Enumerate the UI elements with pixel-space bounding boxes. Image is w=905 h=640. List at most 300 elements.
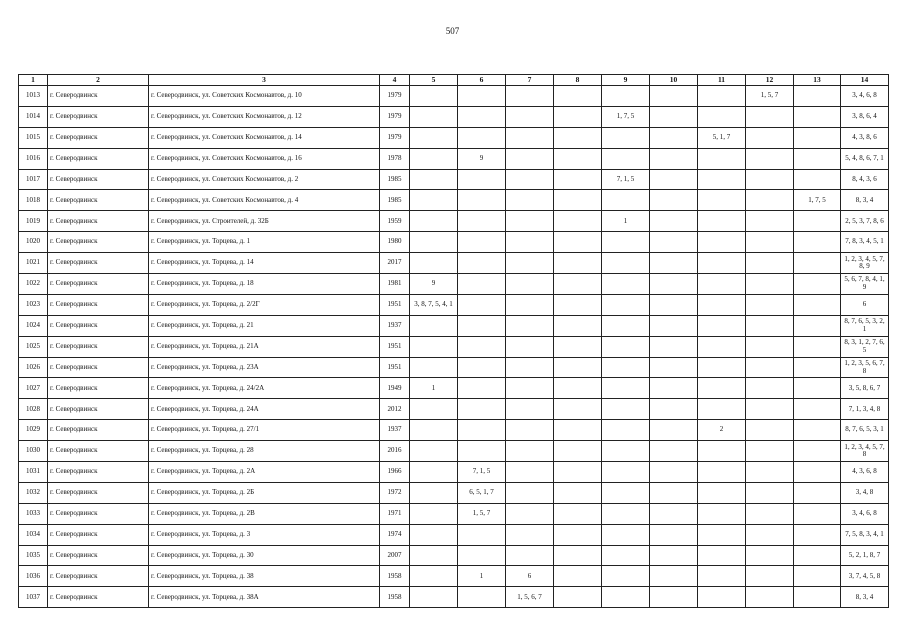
table-cell [746, 253, 794, 274]
table-cell: 6 [841, 294, 889, 315]
table-cell: г. Северодвинск [48, 148, 149, 169]
table-cell: 1951 [380, 294, 410, 315]
table-cell [554, 294, 602, 315]
table-row [19, 503, 889, 524]
table-cell [554, 503, 602, 524]
table-cell: 7, 5, 8, 3, 4, 1 [841, 524, 889, 545]
table-cell [458, 86, 506, 107]
table-cell: 3, 8, 7, 5, 4, 1 [410, 294, 458, 315]
table-cell: г. Северодвинск, ул. Торцева, д. 18 [149, 274, 380, 295]
table-cell [698, 587, 746, 608]
table-cell: г. Северодвинск, ул. Торцева, д. 3 [149, 524, 380, 545]
table-cell [650, 587, 698, 608]
table-cell [410, 315, 458, 336]
table-cell: 1028 [19, 399, 48, 420]
table-cell [794, 399, 841, 420]
page-number: 507 [445, 26, 460, 36]
table-cell [794, 315, 841, 336]
table-cell [506, 253, 554, 274]
table-cell [650, 566, 698, 587]
table-cell [698, 232, 746, 253]
table-cell: г. Северодвинск, ул. Торцева, д. 14 [149, 253, 380, 274]
table-row [19, 169, 889, 190]
table-cell [650, 420, 698, 441]
table-cell [410, 399, 458, 420]
table-cell: г. Северодвинск, ул. Строителей, д. 32Б [149, 211, 380, 232]
table-cell: 1019 [19, 211, 48, 232]
table-cell: 1037 [19, 587, 48, 608]
table-row [19, 294, 889, 315]
table-cell: 1959 [380, 211, 410, 232]
table-cell: г. Северодвинск, ул. Торцева, д. 24А [149, 399, 380, 420]
table-cell [554, 148, 602, 169]
table-cell [746, 190, 794, 211]
table-cell [410, 441, 458, 462]
table-cell [410, 127, 458, 148]
table-cell [554, 545, 602, 566]
table-cell [506, 211, 554, 232]
table-cell [746, 587, 794, 608]
table-cell [554, 127, 602, 148]
table-cell: 7, 8, 3, 4, 5, 1 [841, 232, 889, 253]
table-cell [650, 86, 698, 107]
table-cell [602, 190, 650, 211]
table-cell [698, 253, 746, 274]
table-cell: г. Северодвинск, ул. Советских Космонавтов, д. 10 [149, 86, 380, 107]
table-cell [602, 86, 650, 107]
table-cell [506, 545, 554, 566]
table-cell [458, 253, 506, 274]
table-cell: г. Северодвинск [48, 587, 149, 608]
table-cell: 1026 [19, 357, 48, 378]
table-cell [746, 357, 794, 378]
table-cell [602, 503, 650, 524]
table-cell [410, 253, 458, 274]
table-cell: 2, 5, 3, 7, 8, 6 [841, 211, 889, 232]
table-cell [650, 169, 698, 190]
table-row [19, 441, 889, 462]
table-cell: 1024 [19, 315, 48, 336]
table-cell: 1949 [380, 378, 410, 399]
table-cell [746, 232, 794, 253]
table-cell [554, 357, 602, 378]
table-cell [410, 482, 458, 503]
table-cell [602, 294, 650, 315]
table-cell [458, 524, 506, 545]
table-cell: г. Северодвинск [48, 420, 149, 441]
table-cell [794, 420, 841, 441]
column-header: 7 [506, 75, 554, 86]
table-cell: г. Северодвинск [48, 190, 149, 211]
table-cell [410, 357, 458, 378]
table-cell: г. Северодвинск, ул. Торцева, д. 2Б [149, 482, 380, 503]
table-cell: 1958 [380, 587, 410, 608]
table-cell [650, 357, 698, 378]
table-cell [698, 566, 746, 587]
table-cell [650, 441, 698, 462]
table-cell [506, 294, 554, 315]
table-cell [794, 482, 841, 503]
table-row [19, 420, 889, 441]
table-cell [650, 315, 698, 336]
table-cell [506, 106, 554, 127]
table-row [19, 399, 889, 420]
table-cell [410, 232, 458, 253]
column-header: 10 [650, 75, 698, 86]
table-cell: г. Северодвинск [48, 441, 149, 462]
table-cell: г. Северодвинск [48, 253, 149, 274]
table-cell [506, 274, 554, 295]
table-cell: г. Северодвинск [48, 545, 149, 566]
table-cell: г. Северодвинск, ул. Торцева, д. 2В [149, 503, 380, 524]
table-cell [746, 274, 794, 295]
table-cell: г. Северодвинск [48, 274, 149, 295]
table-cell [602, 441, 650, 462]
table-cell [506, 462, 554, 483]
table-cell [746, 294, 794, 315]
table-cell: 1, 5, 7 [458, 503, 506, 524]
table-cell: г. Северодвинск, ул. Торцева, д. 24/2А [149, 378, 380, 399]
table-row [19, 336, 889, 357]
table-cell: 1018 [19, 190, 48, 211]
table-cell [410, 106, 458, 127]
table-cell [602, 127, 650, 148]
table-cell [650, 503, 698, 524]
table-cell [458, 294, 506, 315]
table-cell [602, 148, 650, 169]
table-cell: г. Северодвинск [48, 106, 149, 127]
table-cell: 3, 4, 6, 8 [841, 503, 889, 524]
table-row [19, 253, 889, 274]
table-cell [794, 545, 841, 566]
table-cell [458, 420, 506, 441]
table-cell [602, 378, 650, 399]
table-cell: г. Северодвинск [48, 127, 149, 148]
table-cell: 1021 [19, 253, 48, 274]
table-cell: 1036 [19, 566, 48, 587]
table-cell [458, 336, 506, 357]
table-cell [554, 587, 602, 608]
table-cell: 5, 1, 7 [698, 127, 746, 148]
table-cell [458, 127, 506, 148]
table-cell [410, 148, 458, 169]
table-cell: 5, 4, 8, 6, 7, 1 [841, 148, 889, 169]
table-cell: 1985 [380, 190, 410, 211]
table-cell: 5, 6, 7, 8, 4, 1, 9 [841, 274, 889, 295]
table-cell [506, 148, 554, 169]
table-cell [506, 315, 554, 336]
table-cell [554, 274, 602, 295]
table-cell [650, 253, 698, 274]
table-cell: г. Северодвинск [48, 524, 149, 545]
table-cell [794, 503, 841, 524]
table-cell [602, 482, 650, 503]
table-cell [794, 148, 841, 169]
table-cell [698, 86, 746, 107]
table-cell: 1979 [380, 106, 410, 127]
table-cell: 3, 8, 6, 4 [841, 106, 889, 127]
table-cell [410, 503, 458, 524]
table-cell: 1 [458, 566, 506, 587]
table-cell [458, 545, 506, 566]
table-cell [410, 169, 458, 190]
table-cell [746, 462, 794, 483]
table-cell [506, 232, 554, 253]
table-cell [794, 86, 841, 107]
table-cell [650, 190, 698, 211]
table-cell: 1951 [380, 357, 410, 378]
table-cell: 1937 [380, 315, 410, 336]
table-row [19, 211, 889, 232]
table-cell [794, 524, 841, 545]
table-cell: г. Северодвинск [48, 566, 149, 587]
table-cell [650, 524, 698, 545]
table-cell [698, 441, 746, 462]
table-cell: г. Северодвинск [48, 232, 149, 253]
table-cell [698, 315, 746, 336]
table-cell: 2012 [380, 399, 410, 420]
table-cell [554, 462, 602, 483]
table-cell: 1033 [19, 503, 48, 524]
table-cell [506, 127, 554, 148]
table-cell: г. Северодвинск, ул. Торцева, д. 27/1 [149, 420, 380, 441]
table-cell [794, 169, 841, 190]
table-cell [650, 127, 698, 148]
table-cell [554, 566, 602, 587]
table-cell [650, 336, 698, 357]
table-cell [602, 274, 650, 295]
data-table [18, 74, 889, 608]
table-row [19, 378, 889, 399]
table-cell [554, 106, 602, 127]
table-cell [410, 190, 458, 211]
table-cell [458, 106, 506, 127]
table-cell: 1029 [19, 420, 48, 441]
column-header: 8 [554, 75, 602, 86]
table-cell [698, 357, 746, 378]
table-cell [554, 232, 602, 253]
table-row [19, 462, 889, 483]
table-cell: г. Северодвинск, ул. Торцева, д. 28 [149, 441, 380, 462]
table-row [19, 566, 889, 587]
table-cell: 6 [506, 566, 554, 587]
table-cell [698, 169, 746, 190]
table-cell [602, 315, 650, 336]
table-cell: 7, 1, 3, 4, 8 [841, 399, 889, 420]
table-cell [506, 420, 554, 441]
table-cell: 1, 2, 3, 4, 5, 7, 8, 9 [841, 253, 889, 274]
table-cell [506, 378, 554, 399]
table-cell [794, 211, 841, 232]
table-cell [458, 169, 506, 190]
table-cell [410, 587, 458, 608]
table-cell: 7, 1, 5 [458, 462, 506, 483]
table-cell [410, 86, 458, 107]
table-cell [410, 462, 458, 483]
table-cell: г. Северодвинск [48, 378, 149, 399]
table-cell [698, 148, 746, 169]
column-header: 2 [48, 75, 149, 86]
table-cell: 1966 [380, 462, 410, 483]
table-row [19, 232, 889, 253]
table-row [19, 357, 889, 378]
table-cell: г. Северодвинск [48, 462, 149, 483]
table-cell [410, 524, 458, 545]
table-cell: г. Северодвинск [48, 294, 149, 315]
table-cell [650, 232, 698, 253]
table-cell: 1958 [380, 566, 410, 587]
table-cell [746, 482, 794, 503]
table-cell: 8, 7, 6, 5, 3, 2, 1 [841, 315, 889, 336]
table-cell [410, 566, 458, 587]
table-cell [458, 441, 506, 462]
table-cell: 1971 [380, 503, 410, 524]
column-header: 6 [458, 75, 506, 86]
table-cell [602, 524, 650, 545]
table-cell [698, 503, 746, 524]
table-cell [698, 462, 746, 483]
table-cell [746, 127, 794, 148]
table-cell [746, 503, 794, 524]
table-cell: 3, 5, 8, 6, 7 [841, 378, 889, 399]
table-cell [554, 524, 602, 545]
table-cell: 1020 [19, 232, 48, 253]
table-cell: 8, 3, 4 [841, 190, 889, 211]
table-cell: 1023 [19, 294, 48, 315]
table-cell [458, 211, 506, 232]
table-cell [506, 399, 554, 420]
column-header: 13 [794, 75, 841, 86]
table-cell [554, 378, 602, 399]
table-cell: 1985 [380, 169, 410, 190]
table-cell [506, 336, 554, 357]
table-cell: 1035 [19, 545, 48, 566]
table-cell [746, 211, 794, 232]
column-header: 12 [746, 75, 794, 86]
table-cell [794, 357, 841, 378]
table-cell: 6, 5, 1, 7 [458, 482, 506, 503]
table-cell [650, 106, 698, 127]
table-cell [650, 462, 698, 483]
table-cell: г. Северодвинск [48, 336, 149, 357]
table-cell: 1, 7, 5 [602, 106, 650, 127]
table-cell: г. Северодвинск [48, 399, 149, 420]
table-cell [506, 86, 554, 107]
table-row [19, 545, 889, 566]
table-row [19, 190, 889, 211]
table-cell [698, 482, 746, 503]
table-cell [746, 378, 794, 399]
table-cell [698, 274, 746, 295]
table-cell [698, 336, 746, 357]
table-cell [602, 545, 650, 566]
table-cell [554, 336, 602, 357]
table-cell: 1951 [380, 336, 410, 357]
table-cell: 1027 [19, 378, 48, 399]
table-cell: г. Северодвинск, ул. Советских Космонавтов, д. 16 [149, 148, 380, 169]
table-cell [794, 336, 841, 357]
table-cell: 1937 [380, 420, 410, 441]
table-row [19, 587, 889, 608]
table-cell [650, 399, 698, 420]
table-cell: 9 [458, 148, 506, 169]
table-row [19, 148, 889, 169]
table-cell [746, 315, 794, 336]
table-cell: 1032 [19, 482, 48, 503]
table-cell [602, 566, 650, 587]
table-cell: 1025 [19, 336, 48, 357]
table-cell [794, 253, 841, 274]
table-cell: 1, 7, 5 [794, 190, 841, 211]
table-cell [506, 169, 554, 190]
table-cell: г. Северодвинск, ул. Торцева, д. 21 [149, 315, 380, 336]
table-cell [458, 315, 506, 336]
table-cell: г. Северодвинск [48, 357, 149, 378]
table-cell [746, 545, 794, 566]
table-cell: 7, 1, 5 [602, 169, 650, 190]
table-cell: 1 [410, 378, 458, 399]
table-cell: г. Северодвинск [48, 482, 149, 503]
table-cell: 8, 7, 6, 5, 3, 1 [841, 420, 889, 441]
table-cell [554, 441, 602, 462]
table-cell [746, 441, 794, 462]
table-cell [554, 253, 602, 274]
table-cell [650, 294, 698, 315]
table-cell: 2016 [380, 441, 410, 462]
table-cell: г. Северодвинск, ул. Советских Космонавтов, д. 14 [149, 127, 380, 148]
table-cell: 1, 2, 3, 5, 6, 7, 8 [841, 357, 889, 378]
column-header: 1 [19, 75, 48, 86]
table-cell [746, 169, 794, 190]
table-cell: 1 [602, 211, 650, 232]
table-cell [458, 378, 506, 399]
table-cell [698, 378, 746, 399]
table-cell: 1013 [19, 86, 48, 107]
table-cell: 1978 [380, 148, 410, 169]
table-cell [650, 274, 698, 295]
table-cell: 8, 4, 3, 6 [841, 169, 889, 190]
table-row [19, 86, 889, 107]
table-cell [650, 211, 698, 232]
table-cell: 1034 [19, 524, 48, 545]
table-cell [794, 462, 841, 483]
table-cell [794, 232, 841, 253]
table-cell [506, 357, 554, 378]
table-cell [458, 357, 506, 378]
table-cell [650, 545, 698, 566]
table-cell [458, 274, 506, 295]
table-cell: 1017 [19, 169, 48, 190]
table-cell [698, 399, 746, 420]
table-cell: 1030 [19, 441, 48, 462]
table-cell: 8, 3, 4 [841, 587, 889, 608]
table-cell [794, 274, 841, 295]
table-cell [746, 524, 794, 545]
table-row [19, 524, 889, 545]
table-cell [794, 378, 841, 399]
column-header: 3 [149, 75, 380, 86]
table-cell: г. Северодвинск, ул. Советских Космонавтов, д. 2 [149, 169, 380, 190]
table-cell: г. Северодвинск, ул. Торцева, д. 30 [149, 545, 380, 566]
table-cell: 5, 2, 1, 8, 7 [841, 545, 889, 566]
table-cell [602, 357, 650, 378]
table-cell [410, 211, 458, 232]
table-cell: 1014 [19, 106, 48, 127]
table-cell [650, 378, 698, 399]
table-row [19, 106, 889, 127]
table-cell: 9 [410, 274, 458, 295]
table-cell: 3, 4, 6, 8 [841, 86, 889, 107]
